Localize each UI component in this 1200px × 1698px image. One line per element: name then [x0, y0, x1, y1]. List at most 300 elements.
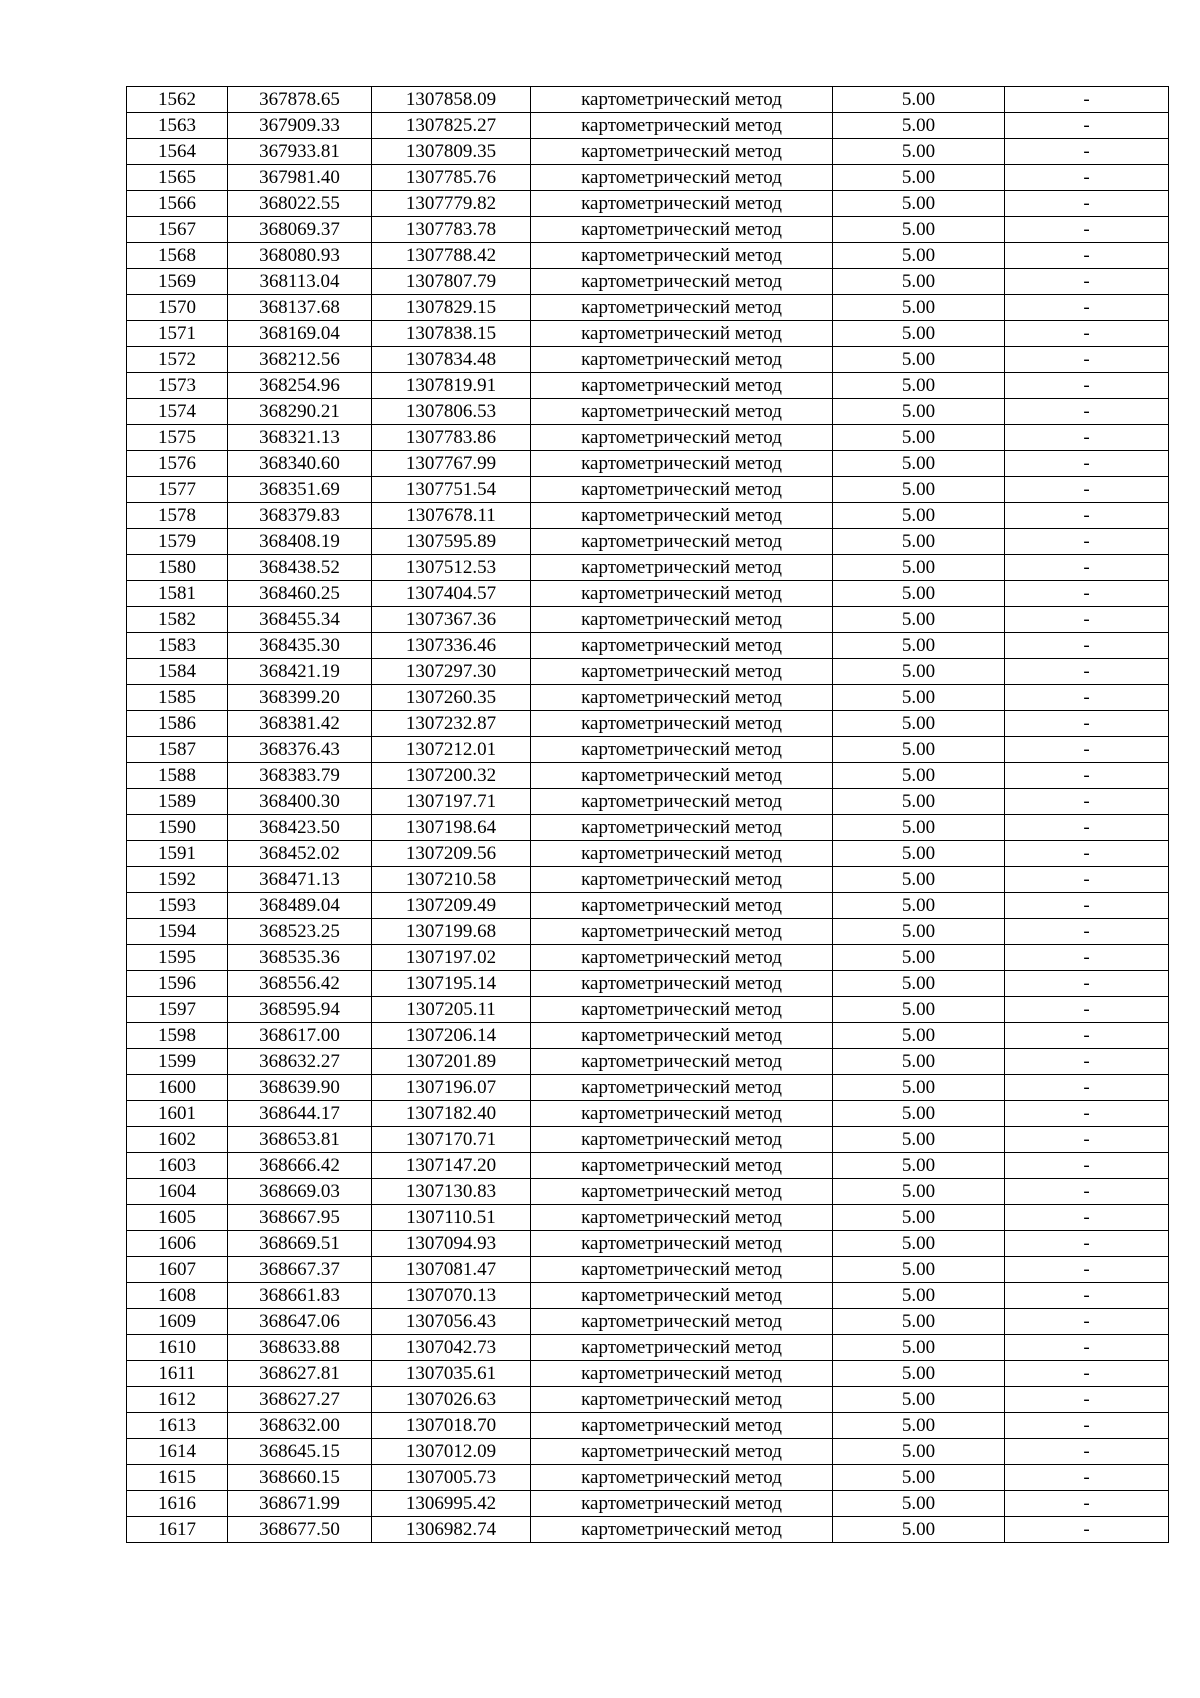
point-number-cell: 1617 — [127, 1517, 228, 1543]
accuracy-cell: 5.00 — [833, 1491, 1005, 1517]
x-coordinate-cell: 368627.27 — [228, 1387, 372, 1413]
x-coordinate-cell: 367878.65 — [228, 87, 372, 113]
x-coordinate-cell: 368667.95 — [228, 1205, 372, 1231]
x-coordinate-cell: 368376.43 — [228, 737, 372, 763]
table-row — [127, 1491, 1169, 1517]
point-number-cell: 1571 — [127, 321, 228, 347]
method-cell: картометрический метод — [531, 321, 833, 347]
accuracy-cell: 5.00 — [833, 581, 1005, 607]
y-coordinate-cell: 1307404.57 — [372, 581, 531, 607]
x-coordinate-cell: 368632.27 — [228, 1049, 372, 1075]
note-cell: - — [1005, 347, 1169, 373]
note-cell: - — [1005, 815, 1169, 841]
x-coordinate-cell: 368408.19 — [228, 529, 372, 555]
x-coordinate-cell: 368595.94 — [228, 997, 372, 1023]
note-cell: - — [1005, 789, 1169, 815]
y-coordinate-cell: 1307595.89 — [372, 529, 531, 555]
x-coordinate-cell: 368423.50 — [228, 815, 372, 841]
accuracy-cell: 5.00 — [833, 893, 1005, 919]
y-coordinate-cell: 1307783.86 — [372, 425, 531, 451]
note-cell: - — [1005, 217, 1169, 243]
note-cell: - — [1005, 659, 1169, 685]
method-cell: картометрический метод — [531, 87, 833, 113]
y-coordinate-cell: 1307788.42 — [372, 243, 531, 269]
table-row — [127, 997, 1169, 1023]
note-cell: - — [1005, 1517, 1169, 1543]
accuracy-cell: 5.00 — [833, 841, 1005, 867]
accuracy-cell: 5.00 — [833, 1205, 1005, 1231]
x-coordinate-cell: 368669.03 — [228, 1179, 372, 1205]
point-number-cell: 1611 — [127, 1361, 228, 1387]
method-cell: картометрический метод — [531, 555, 833, 581]
y-coordinate-cell: 1306982.74 — [372, 1517, 531, 1543]
note-cell: - — [1005, 1283, 1169, 1309]
accuracy-cell: 5.00 — [833, 685, 1005, 711]
point-number-cell: 1602 — [127, 1127, 228, 1153]
method-cell: картометрический метод — [531, 763, 833, 789]
note-cell: - — [1005, 191, 1169, 217]
note-cell: - — [1005, 529, 1169, 555]
x-coordinate-cell: 368383.79 — [228, 763, 372, 789]
x-coordinate-cell: 368400.30 — [228, 789, 372, 815]
accuracy-cell: 5.00 — [833, 1023, 1005, 1049]
table-row — [127, 1309, 1169, 1335]
method-cell: картометрический метод — [531, 919, 833, 945]
y-coordinate-cell: 1307026.63 — [372, 1387, 531, 1413]
table-row — [127, 815, 1169, 841]
y-coordinate-cell: 1307209.56 — [372, 841, 531, 867]
point-number-cell: 1563 — [127, 113, 228, 139]
note-cell: - — [1005, 919, 1169, 945]
y-coordinate-cell: 1307182.40 — [372, 1101, 531, 1127]
note-cell: - — [1005, 555, 1169, 581]
x-coordinate-cell: 368379.83 — [228, 503, 372, 529]
method-cell: картометрический метод — [531, 1309, 833, 1335]
table-row — [127, 477, 1169, 503]
x-coordinate-cell: 368351.69 — [228, 477, 372, 503]
method-cell: картометрический метод — [531, 1465, 833, 1491]
accuracy-cell: 5.00 — [833, 919, 1005, 945]
method-cell: картометрический метод — [531, 139, 833, 165]
y-coordinate-cell: 1307198.64 — [372, 815, 531, 841]
method-cell: картометрический метод — [531, 451, 833, 477]
accuracy-cell: 5.00 — [833, 87, 1005, 113]
accuracy-cell: 5.00 — [833, 1049, 1005, 1075]
method-cell: картометрический метод — [531, 867, 833, 893]
y-coordinate-cell: 1307081.47 — [372, 1257, 531, 1283]
table-row — [127, 1361, 1169, 1387]
accuracy-cell: 5.00 — [833, 763, 1005, 789]
y-coordinate-cell: 1307012.09 — [372, 1439, 531, 1465]
accuracy-cell: 5.00 — [833, 711, 1005, 737]
accuracy-cell: 5.00 — [833, 399, 1005, 425]
table-row — [127, 113, 1169, 139]
note-cell: - — [1005, 1387, 1169, 1413]
note-cell: - — [1005, 321, 1169, 347]
point-number-cell: 1614 — [127, 1439, 228, 1465]
accuracy-cell: 5.00 — [833, 555, 1005, 581]
point-number-cell: 1582 — [127, 607, 228, 633]
note-cell: - — [1005, 1257, 1169, 1283]
point-number-cell: 1597 — [127, 997, 228, 1023]
method-cell: картометрический метод — [531, 1127, 833, 1153]
point-number-cell: 1594 — [127, 919, 228, 945]
table-row — [127, 841, 1169, 867]
note-cell: - — [1005, 87, 1169, 113]
accuracy-cell: 5.00 — [833, 815, 1005, 841]
table-row — [127, 1101, 1169, 1127]
coordinates-table — [126, 86, 1169, 1543]
note-cell: - — [1005, 685, 1169, 711]
accuracy-cell: 5.00 — [833, 373, 1005, 399]
table-row — [127, 399, 1169, 425]
method-cell: картометрический метод — [531, 1049, 833, 1075]
accuracy-cell: 5.00 — [833, 243, 1005, 269]
note-cell: - — [1005, 1179, 1169, 1205]
method-cell: картометрический метод — [531, 1205, 833, 1231]
method-cell: картометрический метод — [531, 633, 833, 659]
method-cell: картометрический метод — [531, 1023, 833, 1049]
note-cell: - — [1005, 113, 1169, 139]
y-coordinate-cell: 1307260.35 — [372, 685, 531, 711]
y-coordinate-cell: 1307042.73 — [372, 1335, 531, 1361]
method-cell: картометрический метод — [531, 165, 833, 191]
method-cell: картометрический метод — [531, 971, 833, 997]
y-coordinate-cell: 1307210.58 — [372, 867, 531, 893]
table-row — [127, 867, 1169, 893]
point-number-cell: 1590 — [127, 815, 228, 841]
table-row — [127, 737, 1169, 763]
note-cell: - — [1005, 477, 1169, 503]
method-cell: картометрический метод — [531, 711, 833, 737]
y-coordinate-cell: 1307807.79 — [372, 269, 531, 295]
y-coordinate-cell: 1307858.09 — [372, 87, 531, 113]
note-cell: - — [1005, 451, 1169, 477]
point-number-cell: 1570 — [127, 295, 228, 321]
accuracy-cell: 5.00 — [833, 1439, 1005, 1465]
x-coordinate-cell: 368381.42 — [228, 711, 372, 737]
note-cell: - — [1005, 1231, 1169, 1257]
method-cell: картометрический метод — [531, 1283, 833, 1309]
y-coordinate-cell: 1307751.54 — [372, 477, 531, 503]
y-coordinate-cell: 1307200.32 — [372, 763, 531, 789]
note-cell: - — [1005, 1075, 1169, 1101]
method-cell: картометрический метод — [531, 685, 833, 711]
x-coordinate-cell: 368489.04 — [228, 893, 372, 919]
method-cell: картометрический метод — [531, 1231, 833, 1257]
point-number-cell: 1607 — [127, 1257, 228, 1283]
point-number-cell: 1587 — [127, 737, 228, 763]
accuracy-cell: 5.00 — [833, 633, 1005, 659]
accuracy-cell: 5.00 — [833, 737, 1005, 763]
method-cell: картометрический метод — [531, 789, 833, 815]
table-row — [127, 1231, 1169, 1257]
point-number-cell: 1574 — [127, 399, 228, 425]
accuracy-cell: 5.00 — [833, 1517, 1005, 1543]
point-number-cell: 1565 — [127, 165, 228, 191]
table-row — [127, 919, 1169, 945]
accuracy-cell: 5.00 — [833, 347, 1005, 373]
x-coordinate-cell: 368169.04 — [228, 321, 372, 347]
note-cell: - — [1005, 893, 1169, 919]
y-coordinate-cell: 1307806.53 — [372, 399, 531, 425]
accuracy-cell: 5.00 — [833, 1387, 1005, 1413]
note-cell: - — [1005, 1049, 1169, 1075]
method-cell: картометрический метод — [531, 659, 833, 685]
note-cell: - — [1005, 763, 1169, 789]
note-cell: - — [1005, 1465, 1169, 1491]
y-coordinate-cell: 1307205.11 — [372, 997, 531, 1023]
note-cell: - — [1005, 633, 1169, 659]
table-row — [127, 945, 1169, 971]
x-coordinate-cell: 368340.60 — [228, 451, 372, 477]
point-number-cell: 1596 — [127, 971, 228, 997]
method-cell: картометрический метод — [531, 113, 833, 139]
table-row — [127, 659, 1169, 685]
table-row — [127, 425, 1169, 451]
table-row — [127, 217, 1169, 243]
accuracy-cell: 5.00 — [833, 477, 1005, 503]
point-number-cell: 1616 — [127, 1491, 228, 1517]
x-coordinate-cell: 368653.81 — [228, 1127, 372, 1153]
table-row — [127, 1205, 1169, 1231]
x-coordinate-cell: 368022.55 — [228, 191, 372, 217]
table-row — [127, 1439, 1169, 1465]
y-coordinate-cell: 1307512.53 — [372, 555, 531, 581]
note-cell: - — [1005, 737, 1169, 763]
note-cell: - — [1005, 1491, 1169, 1517]
x-coordinate-cell: 368535.36 — [228, 945, 372, 971]
table-row — [127, 971, 1169, 997]
method-cell: картометрический метод — [531, 607, 833, 633]
accuracy-cell: 5.00 — [833, 295, 1005, 321]
accuracy-cell: 5.00 — [833, 191, 1005, 217]
x-coordinate-cell: 368647.06 — [228, 1309, 372, 1335]
method-cell: картометрический метод — [531, 373, 833, 399]
y-coordinate-cell: 1307201.89 — [372, 1049, 531, 1075]
table-row — [127, 191, 1169, 217]
x-coordinate-cell: 368661.83 — [228, 1283, 372, 1309]
note-cell: - — [1005, 425, 1169, 451]
table-row — [127, 451, 1169, 477]
note-cell: - — [1005, 945, 1169, 971]
point-number-cell: 1593 — [127, 893, 228, 919]
method-cell: картометрический метод — [531, 191, 833, 217]
point-number-cell: 1586 — [127, 711, 228, 737]
y-coordinate-cell: 1307367.36 — [372, 607, 531, 633]
x-coordinate-cell: 368632.00 — [228, 1413, 372, 1439]
table-row — [127, 243, 1169, 269]
accuracy-cell: 5.00 — [833, 1309, 1005, 1335]
y-coordinate-cell: 1307783.78 — [372, 217, 531, 243]
y-coordinate-cell: 1307147.20 — [372, 1153, 531, 1179]
point-number-cell: 1569 — [127, 269, 228, 295]
method-cell: картометрический метод — [531, 295, 833, 321]
accuracy-cell: 5.00 — [833, 217, 1005, 243]
table-row — [127, 165, 1169, 191]
table-body — [127, 87, 1169, 1543]
note-cell: - — [1005, 997, 1169, 1023]
table-row — [127, 711, 1169, 737]
y-coordinate-cell: 1307829.15 — [372, 295, 531, 321]
note-cell: - — [1005, 399, 1169, 425]
point-number-cell: 1579 — [127, 529, 228, 555]
x-coordinate-cell: 368671.99 — [228, 1491, 372, 1517]
y-coordinate-cell: 1307110.51 — [372, 1205, 531, 1231]
table-row — [127, 1179, 1169, 1205]
x-coordinate-cell: 368113.04 — [228, 269, 372, 295]
method-cell: картометрический метод — [531, 841, 833, 867]
x-coordinate-cell: 368639.90 — [228, 1075, 372, 1101]
accuracy-cell: 5.00 — [833, 269, 1005, 295]
note-cell: - — [1005, 295, 1169, 321]
y-coordinate-cell: 1307838.15 — [372, 321, 531, 347]
accuracy-cell: 5.00 — [833, 1335, 1005, 1361]
x-coordinate-cell: 368455.34 — [228, 607, 372, 633]
note-cell: - — [1005, 1153, 1169, 1179]
method-cell: картометрический метод — [531, 1387, 833, 1413]
note-cell: - — [1005, 1023, 1169, 1049]
point-number-cell: 1592 — [127, 867, 228, 893]
note-cell: - — [1005, 503, 1169, 529]
note-cell: - — [1005, 269, 1169, 295]
note-cell: - — [1005, 1361, 1169, 1387]
note-cell: - — [1005, 1309, 1169, 1335]
note-cell: - — [1005, 607, 1169, 633]
y-coordinate-cell: 1307834.48 — [372, 347, 531, 373]
accuracy-cell: 5.00 — [833, 165, 1005, 191]
table-row — [127, 373, 1169, 399]
table-row — [127, 1335, 1169, 1361]
note-cell: - — [1005, 971, 1169, 997]
y-coordinate-cell: 1306995.42 — [372, 1491, 531, 1517]
x-coordinate-cell: 368669.51 — [228, 1231, 372, 1257]
x-coordinate-cell: 368399.20 — [228, 685, 372, 711]
table-row — [127, 503, 1169, 529]
method-cell: картометрический метод — [531, 997, 833, 1023]
point-number-cell: 1585 — [127, 685, 228, 711]
table-row — [127, 87, 1169, 113]
accuracy-cell: 5.00 — [833, 1283, 1005, 1309]
method-cell: картометрический метод — [531, 893, 833, 919]
table-row — [127, 1257, 1169, 1283]
point-number-cell: 1576 — [127, 451, 228, 477]
point-number-cell: 1577 — [127, 477, 228, 503]
point-number-cell: 1575 — [127, 425, 228, 451]
point-number-cell: 1573 — [127, 373, 228, 399]
point-number-cell: 1606 — [127, 1231, 228, 1257]
y-coordinate-cell: 1307336.46 — [372, 633, 531, 659]
y-coordinate-cell: 1307170.71 — [372, 1127, 531, 1153]
method-cell: картометрический метод — [531, 737, 833, 763]
point-number-cell: 1572 — [127, 347, 228, 373]
y-coordinate-cell: 1307809.35 — [372, 139, 531, 165]
y-coordinate-cell: 1307005.73 — [372, 1465, 531, 1491]
note-cell: - — [1005, 373, 1169, 399]
accuracy-cell: 5.00 — [833, 971, 1005, 997]
point-number-cell: 1595 — [127, 945, 228, 971]
note-cell: - — [1005, 1439, 1169, 1465]
table-row — [127, 529, 1169, 555]
accuracy-cell: 5.00 — [833, 1413, 1005, 1439]
accuracy-cell: 5.00 — [833, 867, 1005, 893]
table-row — [127, 685, 1169, 711]
x-coordinate-cell: 368667.37 — [228, 1257, 372, 1283]
x-coordinate-cell: 368660.15 — [228, 1465, 372, 1491]
x-coordinate-cell: 368435.30 — [228, 633, 372, 659]
table-row — [127, 1387, 1169, 1413]
x-coordinate-cell: 368633.88 — [228, 1335, 372, 1361]
method-cell: картометрический метод — [531, 1517, 833, 1543]
method-cell: картометрический метод — [531, 503, 833, 529]
x-coordinate-cell: 367933.81 — [228, 139, 372, 165]
table-row — [127, 1127, 1169, 1153]
point-number-cell: 1567 — [127, 217, 228, 243]
method-cell: картометрический метод — [531, 1101, 833, 1127]
accuracy-cell: 5.00 — [833, 1127, 1005, 1153]
point-number-cell: 1613 — [127, 1413, 228, 1439]
point-number-cell: 1605 — [127, 1205, 228, 1231]
x-coordinate-cell: 368460.25 — [228, 581, 372, 607]
x-coordinate-cell: 368438.52 — [228, 555, 372, 581]
table-row — [127, 1413, 1169, 1439]
point-number-cell: 1578 — [127, 503, 228, 529]
point-number-cell: 1589 — [127, 789, 228, 815]
note-cell: - — [1005, 1335, 1169, 1361]
method-cell: картометрический метод — [531, 1257, 833, 1283]
y-coordinate-cell: 1307779.82 — [372, 191, 531, 217]
accuracy-cell: 5.00 — [833, 1257, 1005, 1283]
method-cell: картометрический метод — [531, 1075, 833, 1101]
method-cell: картометрический метод — [531, 217, 833, 243]
table-row — [127, 1075, 1169, 1101]
point-number-cell: 1584 — [127, 659, 228, 685]
point-number-cell: 1581 — [127, 581, 228, 607]
point-number-cell: 1610 — [127, 1335, 228, 1361]
accuracy-cell: 5.00 — [833, 503, 1005, 529]
note-cell: - — [1005, 1205, 1169, 1231]
y-coordinate-cell: 1307206.14 — [372, 1023, 531, 1049]
x-coordinate-cell: 367981.40 — [228, 165, 372, 191]
method-cell: картометрический метод — [531, 477, 833, 503]
accuracy-cell: 5.00 — [833, 451, 1005, 477]
table-row — [127, 1517, 1169, 1543]
note-cell: - — [1005, 1101, 1169, 1127]
table-row — [127, 633, 1169, 659]
table-row — [127, 347, 1169, 373]
accuracy-cell: 5.00 — [833, 607, 1005, 633]
accuracy-cell: 5.00 — [833, 1361, 1005, 1387]
y-coordinate-cell: 1307819.91 — [372, 373, 531, 399]
method-cell: картометрический метод — [531, 425, 833, 451]
method-cell: картометрический метод — [531, 945, 833, 971]
accuracy-cell: 5.00 — [833, 1231, 1005, 1257]
table-row — [127, 789, 1169, 815]
y-coordinate-cell: 1307094.93 — [372, 1231, 531, 1257]
point-number-cell: 1598 — [127, 1023, 228, 1049]
point-number-cell: 1601 — [127, 1101, 228, 1127]
y-coordinate-cell: 1307130.83 — [372, 1179, 531, 1205]
point-number-cell: 1564 — [127, 139, 228, 165]
y-coordinate-cell: 1307035.61 — [372, 1361, 531, 1387]
x-coordinate-cell: 368666.42 — [228, 1153, 372, 1179]
y-coordinate-cell: 1307195.14 — [372, 971, 531, 997]
x-coordinate-cell: 368471.13 — [228, 867, 372, 893]
table-row — [127, 139, 1169, 165]
table-row — [127, 555, 1169, 581]
table-row — [127, 321, 1169, 347]
method-cell: картометрический метод — [531, 269, 833, 295]
